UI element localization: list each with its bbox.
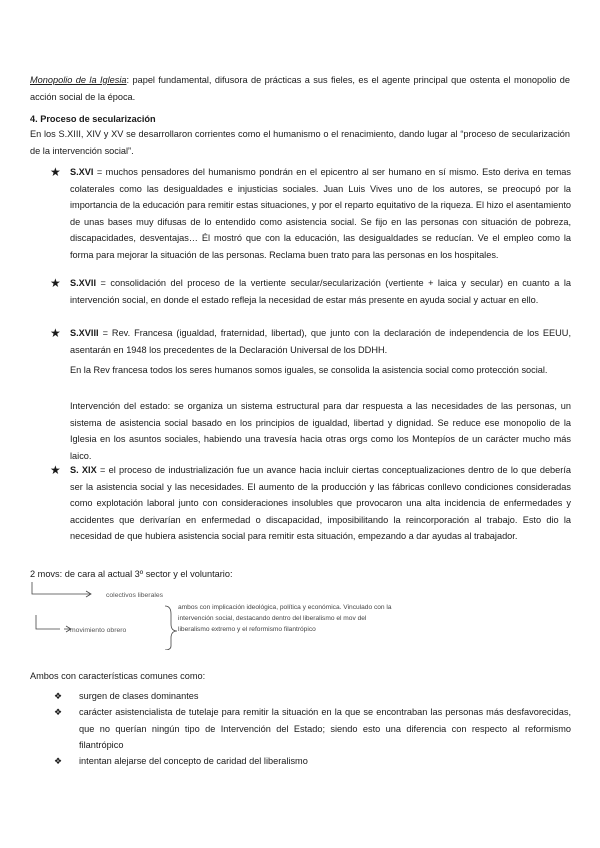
diagram-label-obrero: movimiento obrero: [70, 627, 127, 634]
common-intro: Ambos con características comunes como:: [30, 671, 206, 681]
common-item: [54, 753, 571, 770]
curly-brace-icon: [165, 606, 177, 650]
century-label: S.XVII: [70, 278, 97, 288]
star-bullet-icon: ★: [50, 165, 61, 179]
intro-term: Monopolio de la Iglesia: [30, 75, 127, 85]
century-text: = Rev. Francesa (igualdad, fraternidad, libertad), que junto con la declaración de independencia de los EEUU, asentarán en 1948 los precedentes de la Declaración Universal de los DDHH.: [70, 328, 571, 355]
common-item-text: carácter asistencialista de tutelaje para remitir la situación en la que se encontraban las personas más desfavorecidas, que no querían ningún tipo de Intervención del Estado; siendo esto una diferencia con respecto al reformismo filantrópico: [79, 707, 571, 751]
section-heading: 4. Proceso de secularización: [30, 114, 156, 124]
section-lead: En los S.XIII, XIV y XV se desarrollaron corrientes como el humanismo o el renacimiento, dando lugar al “proceso de secularización de la intervención social”.: [30, 129, 570, 156]
diagram-note-line: intervención social, destacando dentro del liberalismo el mov del: [178, 615, 367, 622]
intro-text: : papel fundamental, difusora de prácticas a sus fieles, es el agente principal que ostenta el monopolio de acción social de la época.: [30, 75, 570, 102]
century-label: S. XIX: [70, 465, 97, 475]
intro-paragraph: [30, 72, 570, 105]
diagram-label-liberales: colectivos liberales: [106, 592, 164, 599]
century-subparagraph: Intervención del estado: se organiza un sistema estructural para dar respuesta a las necesidades de las personas, un sistema de asistencia social basado en los principios de igualdad, libertad y dignidad. Se reduce ese monopolio de la Iglesia en los asuntos sociales, habiendo una travesía hacia otras orgs como los Montepíos de un carácter mucho más laico.: [70, 401, 571, 461]
century-label: S.XVIII: [70, 328, 99, 338]
century-text: = consolidación del proceso de la vertiente secular/secularización (vertiente + laica y secular) en cuanto a la intervención social, en donde el estado refleja la necesidad de estar más presente en ayuda social y actuar en ello.: [70, 278, 571, 305]
century-text: = muchos pensadores del humanismo pondrán en el epicentro al ser humano en sí mismo. Esto deriva en temas colaterales como las desigualdades e injusticias sociales. Juan Luis Vives uno de los autores, se preocupó por la importancia de la educación para remitir estas situaciones, y por el reparto equitativo de la riqueza. El hizo el asentamiento de unas bases muy difusas de lo entendido como asistencia social. Se fijo en las personas con situación de pobreza, discapacidades, desventajas… Él mostró que con la educación, las desigualdades se reducían. Ve el empleo como la forma para mejorar la situación de las personas. Reclama buen trato para las personas en los hospitales.: [70, 167, 571, 260]
century-item-xvi: [50, 164, 571, 264]
arrow-line: [32, 582, 90, 594]
century-text: = el proceso de industrialización fue un avance hacia incluir ciertas conceptualizaciones dentro de lo que debería ser la asistencia social y las necesidades. El aumento de la producción y las fábricas conllevo condiciones consideradas como explotación laboral junto con consideraciones insolubles que provocaron una alta incidencia de enfermedades y accidentes que derivarían en enfermedad o discapacidad, imposibilitando la reincorporación al trabajo. Esto dio la necesidad de que hubiera asistencia social para remitir esta situación, empezando a dar ayudas al trabajador.: [70, 465, 571, 542]
star-bullet-icon: ★: [50, 326, 61, 340]
movs-intro: 2 movs: de cara al actual 3º sector y el voluntario:: [30, 569, 233, 579]
diamond-bullet-icon: ❖: [54, 756, 63, 766]
arrow-line: [36, 615, 60, 629]
diamond-bullet-icon: ❖: [54, 691, 63, 701]
diagram-note-line: ambos con implicación ideológica, política y económica. Vinculado con la: [178, 604, 392, 611]
century-label: S.XVI: [70, 167, 94, 177]
diamond-bullet-icon: ❖: [54, 707, 63, 717]
common-item: [54, 688, 571, 705]
common-item-text: surgen de clases dominantes: [79, 691, 199, 701]
diagram-note-line: liberalismo extremo y el reformismo filantrópico: [178, 626, 316, 633]
century-item-xviii: [50, 325, 571, 358]
star-bullet-icon: ★: [50, 463, 61, 477]
common-item-text: intentan alejarse del concepto de caridad del liberalismo: [79, 756, 308, 766]
century-item-xvii: [50, 275, 571, 308]
century-subparagraph: En la Rev francesa todos los seres humanos somos iguales, se consolida la asistencia social como protección social.: [70, 365, 548, 375]
century-item-xix: [50, 462, 571, 545]
star-bullet-icon: ★: [50, 276, 61, 290]
movements-diagram: [28, 580, 508, 650]
common-item: [54, 704, 571, 754]
